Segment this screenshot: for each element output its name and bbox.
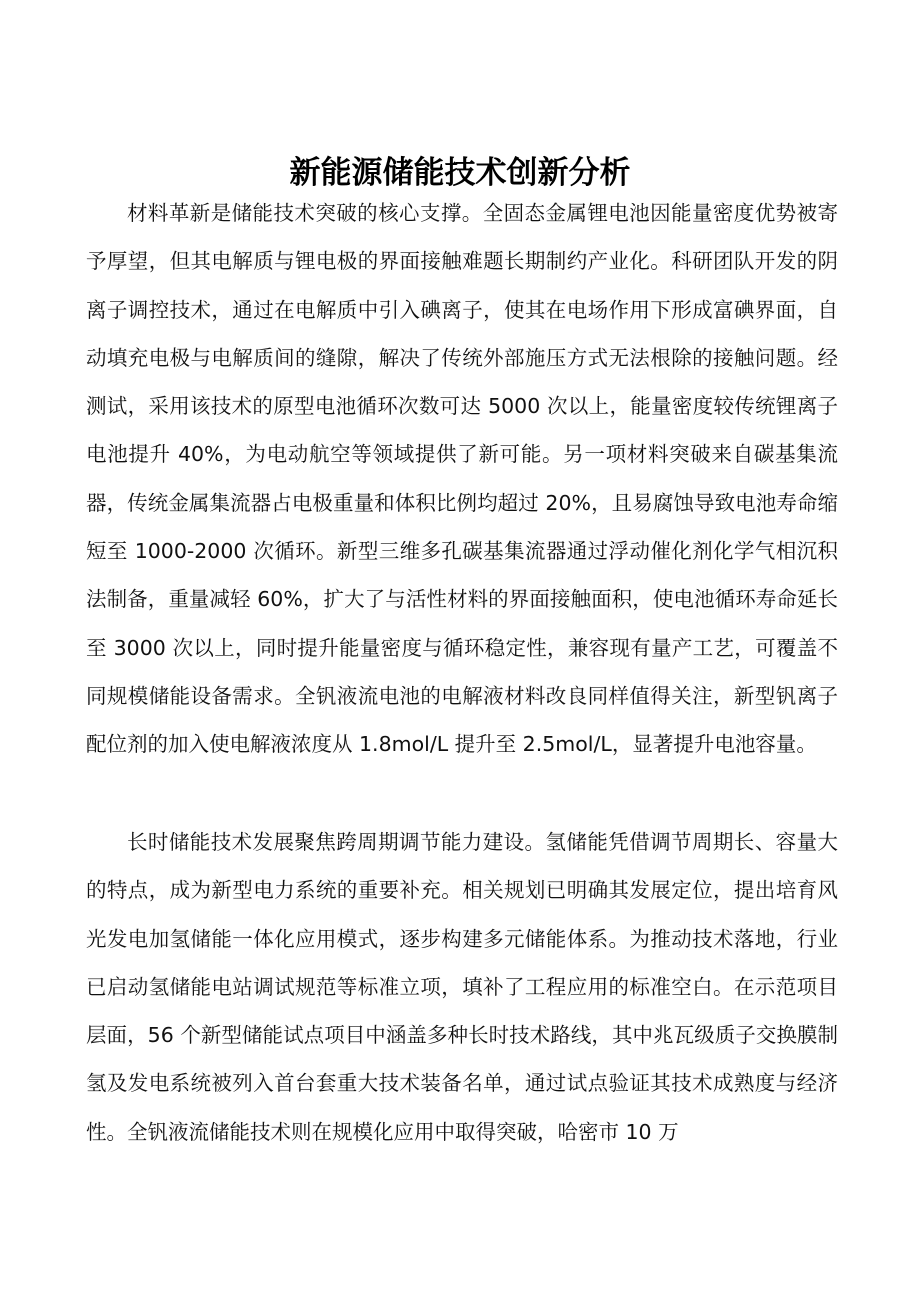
document-title: 新能源储能技术创新分析	[289, 154, 631, 191]
paragraph-materials-innovation: 材料革新是储能技术突破的核心支撑。全固态金属锂电池因能量密度优势被寄予厚望，但其电解质与锂电极的界面接触难题长期制约产业化。科研团队开发的阴离子调控技术，通过在电解质中引入碘离子，使其在电场作用下形成富碘界面，自动填充电极与电解质间的缝隙，解决了传统外部施压方式无法根除的接触问题。经测试，采用该技术的原型电池循环次数可达 5000 次以上，能量密度较传统锂离子电池提升 40%，为电动航空等领域提供了新可能。另一项材料突破来自碳基集流器，传统金属集流器占电极重量和体积比例均超过 20%，且易腐蚀导致电池寿命缩短至 1000-2000 次循环。新型三维多孔碳基集流器通过浮动催化剂化学气相沉积法制备，重量减轻 60%，扩大了与活性材料的界面接触面积，使电池循环寿命延长至 3000 次以上，同时提升能量密度与循环稳定性，兼容现有量产工艺，可覆盖不同规模储能设备需求。全钒液流电池的电解液材料改良同样值得关注，新型钒离子配位剂的加入使电解液浓度从 1.8mol/L 提升至 2.5mol/L，显著提升电池容量。	[86, 201, 838, 757]
paragraph-long-duration-storage: 长时储能技术发展聚焦跨周期调节能力建设。氢储能凭借调节周期长、容量大的特点，成为新型电力系统的重要补充。相关规划已明确其发展定位，提出培育风光发电加氢储能一体化应用模式，逐步构建多元储能体系。为推动技术落地，行业已启动氢储能电站调试规范等标准立项，填补了工程应用的标准空白。在示范项目层面，56 个新型储能试点项目中涵盖多种长时技术路线，其中兆瓦级质子交换膜制氢及发电系统被列入首台套重大技术装备名单，通过试点验证其技术成熟度与经济性。全钒液流储能技术则在规模化应用中取得突破，哈密市 10 万	[86, 830, 838, 1144]
